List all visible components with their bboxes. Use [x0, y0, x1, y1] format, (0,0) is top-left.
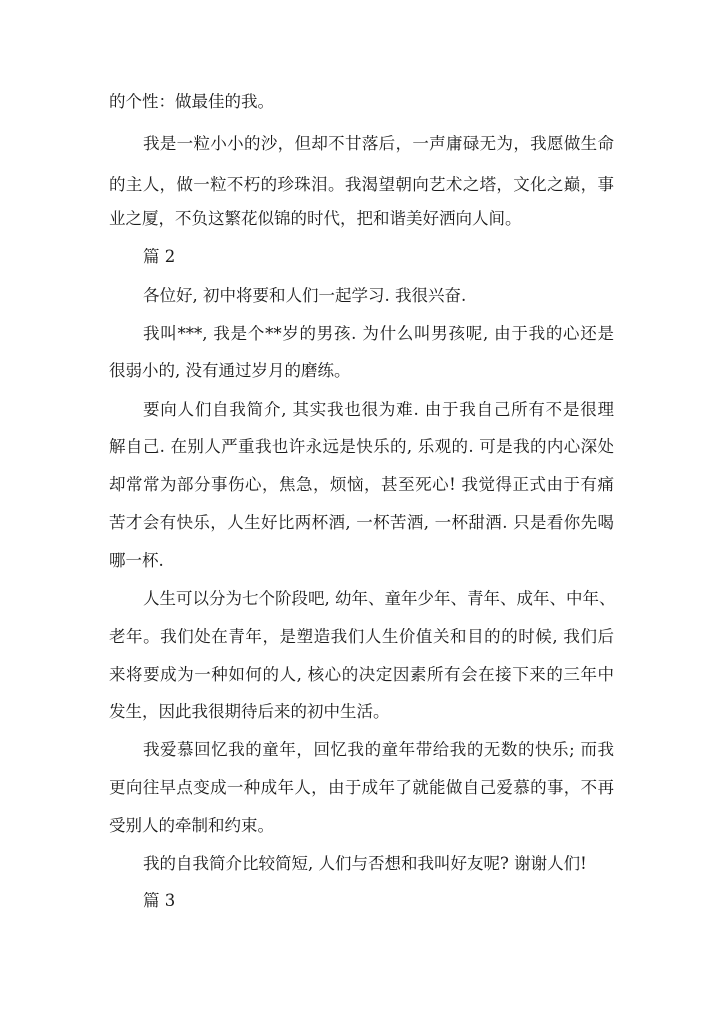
text-line: 苦才会有快乐，人生好比两杯酒, 一杯苦酒, 一杯甜酒. 只是看你先喝 [109, 513, 614, 532]
text-line: 的个性：做最佳的我。 [109, 92, 274, 111]
section-heading: 篇 2 [143, 247, 176, 266]
text-line: 各位好, 初中将要和人们一起学习. 我很兴奋. [143, 286, 467, 305]
text-line: 更向往早点变成一种成年人，由于成年了就能做自己爱慕的事，不再 [109, 778, 614, 797]
text-line: 老年。我们处在青年，是塑造我们人生价值关和目的的时候, 我们后 [109, 627, 614, 646]
text-line: 我叫***, 我是个**岁的男孩. 为什么叫男孩呢, 由于我的心还是 [143, 324, 614, 343]
text-line: 哪一杯. [109, 551, 164, 570]
text-line: 业之厦，不负这繁花似锦的时代，把和谐美好洒向人间。 [109, 209, 522, 228]
text-line: 却常常为部分事伤心，焦急，烦恼，甚至死心! 我觉得正式由于有痛 [109, 475, 614, 494]
text-line: 发生，因此我很期待后来的初中生活。 [109, 702, 390, 721]
text-line: 我爱慕回忆我的童年，回忆我的童年带给我的无数的快乐; 而我 [143, 740, 614, 759]
text-line: 要向人们自我简介, 其实我也很为难. 由于我自己所有不是很理 [143, 400, 614, 419]
section-heading: 篇 3 [143, 891, 176, 910]
text-line: 的主人，做一粒不朽的珍珠泪。我渴望朝向艺术之塔，文化之巅，事 [109, 175, 614, 194]
text-line: 我是一粒小小的沙，但却不甘落后，一声庸碌无为，我愿做生命 [143, 134, 614, 153]
text-line: 很弱小的, 没有通过岁月的磨练。 [109, 361, 351, 380]
text-line: 来将要成为一种如何的人, 核心的决定因素所有会在接下来的三年中 [109, 665, 614, 684]
text-line: 我的自我简介比较简短, 人们与否想和我叫好友呢? 谢谢人们! [143, 854, 587, 873]
text-line: 人生可以分为七个阶段吧, 幼年、童年少年、青年、成年、中年、 [143, 589, 616, 608]
text-line: 解自己. 在别人严重我也许永远是快乐的, 乐观的. 可是我的内心深处 [109, 437, 614, 456]
text-line: 受别人的牵制和约束。 [109, 816, 274, 835]
